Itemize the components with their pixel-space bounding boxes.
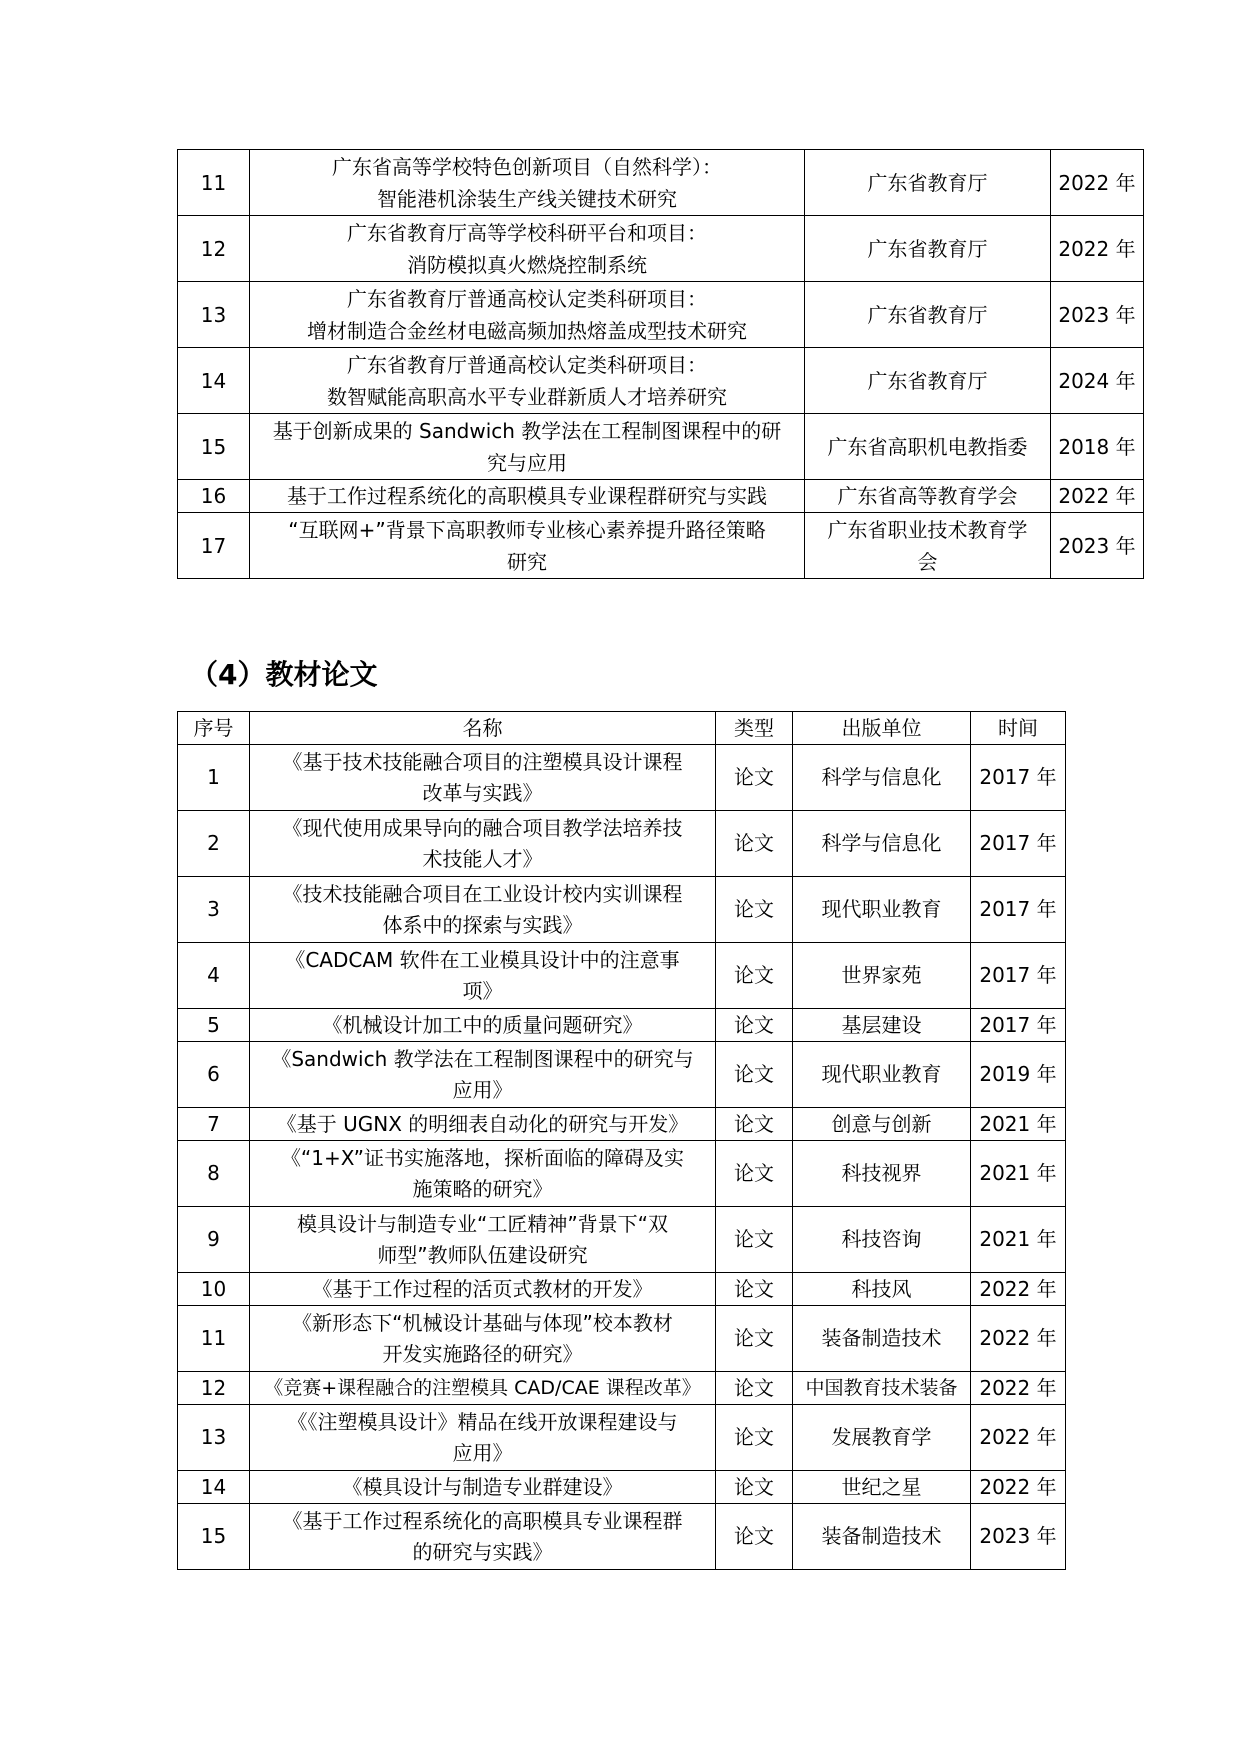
paper-publisher: 基层建设 — [793, 1009, 971, 1042]
paper-time: 2022 年 — [971, 1306, 1066, 1372]
paper-time: 2021 年 — [971, 1207, 1066, 1273]
paper-name: 《基于工作过程系统化的高职模具专业课程群 的研究与实践》 — [250, 1504, 716, 1570]
paper-time: 2017 年 — [971, 877, 1066, 943]
papers-table — [177, 711, 1066, 1570]
project-org: 广东省高等教育学会 — [805, 480, 1051, 513]
row-number: 13 — [178, 1405, 250, 1471]
paper-name: 《“1+X”证书实施落地，探析面临的障碍及实 施策略的研究》 — [250, 1141, 716, 1207]
table-row — [178, 150, 1144, 216]
table-row — [178, 480, 1144, 513]
row-number: 1 — [178, 745, 250, 811]
table-row — [178, 414, 1144, 480]
table-row — [178, 1273, 1066, 1306]
project-year: 2022 年 — [1051, 150, 1144, 216]
project-year: 2023 年 — [1051, 513, 1144, 579]
project-year: 2022 年 — [1051, 216, 1144, 282]
paper-time: 2022 年 — [971, 1273, 1066, 1306]
paper-publisher: 世界家苑 — [793, 943, 971, 1009]
project-org: 广东省职业技术教育学 会 — [805, 513, 1051, 579]
paper-type: 论文 — [716, 1504, 793, 1570]
row-number: 7 — [178, 1108, 250, 1141]
paper-publisher: 创意与创新 — [793, 1108, 971, 1141]
row-number: 15 — [178, 414, 250, 480]
paper-name: 《基于工作过程的活页式教材的开发》 — [250, 1273, 716, 1306]
paper-type: 论文 — [716, 1141, 793, 1207]
table-row — [178, 1504, 1066, 1570]
paper-publisher: 科技视界 — [793, 1141, 971, 1207]
header-name: 名称 — [250, 712, 716, 745]
paper-time: 2021 年 — [971, 1141, 1066, 1207]
paper-type: 论文 — [716, 1009, 793, 1042]
table-row — [178, 745, 1066, 811]
paper-name: 《机械设计加工中的质量问题研究》 — [250, 1009, 716, 1042]
project-org: 广东省高职机电教指委 — [805, 414, 1051, 480]
projects-table — [177, 149, 1144, 579]
paper-name: 《基于技术技能融合项目的注塑模具设计课程 改革与实践》 — [250, 745, 716, 811]
header-type: 类型 — [716, 712, 793, 745]
table-row — [178, 216, 1144, 282]
paper-publisher: 装备制造技术 — [793, 1504, 971, 1570]
paper-type: 论文 — [716, 1306, 793, 1372]
header-publisher: 出版单位 — [793, 712, 971, 745]
paper-publisher: 科学与信息化 — [793, 811, 971, 877]
paper-name: 《技术技能融合项目在工业设计校内实训课程 体系中的探索与实践》 — [250, 877, 716, 943]
row-number: 16 — [178, 480, 250, 513]
table-header-row — [178, 712, 1066, 745]
row-number: 6 — [178, 1042, 250, 1108]
table-row — [178, 1042, 1066, 1108]
row-number: 10 — [178, 1273, 250, 1306]
table-row — [178, 1372, 1066, 1405]
project-name: 广东省高等学校特色创新项目（自然科学）： 智能港机涂装生产线关键技术研究 — [250, 150, 805, 216]
row-number: 15 — [178, 1504, 250, 1570]
table-row — [178, 513, 1144, 579]
project-name: “互联网+”背景下高职教师专业核心素养提升路径策略 研究 — [250, 513, 805, 579]
table-row — [178, 348, 1144, 414]
table-row — [178, 1108, 1066, 1141]
paper-publisher: 中国教育技术装备 — [793, 1372, 971, 1405]
project-year: 2022 年 — [1051, 480, 1144, 513]
table-row — [178, 1306, 1066, 1372]
paper-type: 论文 — [716, 745, 793, 811]
project-year: 2024 年 — [1051, 348, 1144, 414]
project-name: 广东省教育厅普通高校认定类科研项目： 数智赋能高职高水平专业群新质人才培养研究 — [250, 348, 805, 414]
project-org: 广东省教育厅 — [805, 348, 1051, 414]
paper-type: 论文 — [716, 1207, 793, 1273]
table-row — [178, 1471, 1066, 1504]
paper-name: 《《注塑模具设计》精品在线开放课程建设与 应用》 — [250, 1405, 716, 1471]
paper-name: 《模具设计与制造专业群建设》 — [250, 1471, 716, 1504]
paper-publisher: 现代职业教育 — [793, 1042, 971, 1108]
row-number: 12 — [178, 1372, 250, 1405]
paper-time: 2023 年 — [971, 1504, 1066, 1570]
paper-name: 《新形态下“机械设计基础与体现”校本教材 开发实施路径的研究》 — [250, 1306, 716, 1372]
table-row — [178, 1405, 1066, 1471]
table-row — [178, 811, 1066, 877]
row-number: 9 — [178, 1207, 250, 1273]
paper-type: 论文 — [716, 811, 793, 877]
paper-name: 《基于 UGNX 的明细表自动化的研究与开发》 — [250, 1108, 716, 1141]
table-row — [178, 1009, 1066, 1042]
table-row — [178, 1141, 1066, 1207]
row-number: 12 — [178, 216, 250, 282]
paper-time: 2017 年 — [971, 811, 1066, 877]
paper-publisher: 科技咨询 — [793, 1207, 971, 1273]
row-number: 11 — [178, 150, 250, 216]
row-number: 11 — [178, 1306, 250, 1372]
paper-time: 2022 年 — [971, 1471, 1066, 1504]
paper-type: 论文 — [716, 1273, 793, 1306]
row-number: 14 — [178, 348, 250, 414]
paper-time: 2022 年 — [971, 1405, 1066, 1471]
row-number: 14 — [178, 1471, 250, 1504]
paper-type: 论文 — [716, 943, 793, 1009]
row-number: 5 — [178, 1009, 250, 1042]
row-number: 4 — [178, 943, 250, 1009]
project-name: 广东省教育厅高等学校科研平台和项目： 消防模拟真火燃烧控制系统 — [250, 216, 805, 282]
row-number: 13 — [178, 282, 250, 348]
table-row — [178, 943, 1066, 1009]
paper-name: 《竞赛+课程融合的注塑模具 CAD/CAE 课程改革》 — [250, 1372, 716, 1405]
paper-type: 论文 — [716, 1405, 793, 1471]
paper-publisher: 发展教育学 — [793, 1405, 971, 1471]
paper-publisher: 世纪之星 — [793, 1471, 971, 1504]
paper-type: 论文 — [716, 1471, 793, 1504]
project-name: 基于创新成果的 Sandwich 教学法在工程制图课程中的研 究与应用 — [250, 414, 805, 480]
row-number: 8 — [178, 1141, 250, 1207]
row-number: 2 — [178, 811, 250, 877]
paper-type: 论文 — [716, 1372, 793, 1405]
row-number: 3 — [178, 877, 250, 943]
paper-type: 论文 — [716, 1042, 793, 1108]
paper-name: 《现代使用成果导向的融合项目教学法培养技 术技能人才》 — [250, 811, 716, 877]
paper-time: 2017 年 — [971, 1009, 1066, 1042]
paper-publisher: 科技风 — [793, 1273, 971, 1306]
paper-time: 2017 年 — [971, 943, 1066, 1009]
project-year: 2023 年 — [1051, 282, 1144, 348]
paper-publisher: 装备制造技术 — [793, 1306, 971, 1372]
project-org: 广东省教育厅 — [805, 150, 1051, 216]
paper-name: 模具设计与制造专业“工匠精神”背景下“双 师型”教师队伍建设研究 — [250, 1207, 716, 1273]
paper-type: 论文 — [716, 1108, 793, 1141]
project-org: 广东省教育厅 — [805, 282, 1051, 348]
paper-time: 2019 年 — [971, 1042, 1066, 1108]
paper-type: 论文 — [716, 877, 793, 943]
paper-time: 2017 年 — [971, 745, 1066, 811]
paper-publisher: 科学与信息化 — [793, 745, 971, 811]
table-row — [178, 877, 1066, 943]
paper-publisher: 现代职业教育 — [793, 877, 971, 943]
paper-name: 《CADCAM 软件在工业模具设计中的注意事 项》 — [250, 943, 716, 1009]
header-time: 时间 — [971, 712, 1066, 745]
header-no: 序号 — [178, 712, 250, 745]
section-title: （4）教材论文 — [190, 658, 378, 691]
project-name: 广东省教育厅普通高校认定类科研项目： 增材制造合金丝材电磁高频加热熔盖成型技术研究 — [250, 282, 805, 348]
paper-time: 2022 年 — [971, 1372, 1066, 1405]
paper-time: 2021 年 — [971, 1108, 1066, 1141]
table-row — [178, 1207, 1066, 1273]
paper-name: 《Sandwich 教学法在工程制图课程中的研究与 应用》 — [250, 1042, 716, 1108]
row-number: 17 — [178, 513, 250, 579]
project-year: 2018 年 — [1051, 414, 1144, 480]
table-row — [178, 282, 1144, 348]
project-org: 广东省教育厅 — [805, 216, 1051, 282]
project-name: 基于工作过程系统化的高职模具专业课程群研究与实践 — [250, 480, 805, 513]
